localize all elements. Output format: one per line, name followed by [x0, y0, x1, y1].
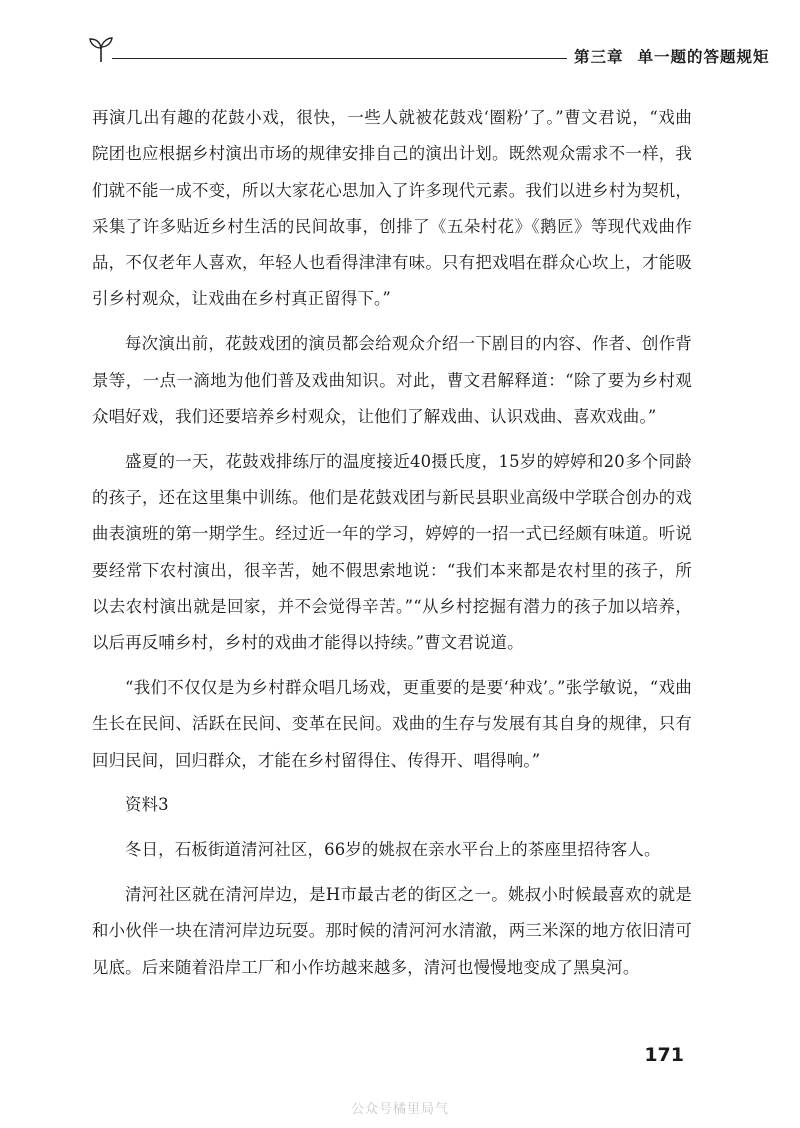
paragraph: 再演几出有趣的花鼓小戏，很快，一些人就被花鼓戏‘圈粉’了。”曹文君说，“戏曲院团也应根据乡村演出市场的规律安排自己的演出计划。既然观众需求不一样，我们就不能一成不变，所以大家花心思加入了许多现代元素。我们以进乡村为契机，采集了许多贴近乡村生活的民间故事，创排了《五朵村花》《鹅匠》等现代戏曲作品，不仅老年人喜欢，年轻人也看得津津有味。只有把戏唱在群众心坎上，才能吸引乡村观众，让戏曲在乡村真正留得下。” — [92, 108, 692, 309]
paragraph: “我们不仅仅是为乡村群众唱几场戏，更重要的是要‘种戏’。”张学敏说，“戏曲生长在民间、活跃在民间、变革在民间。戏曲的生存与发展有其自身的规律，只有回归民间，回归群众，才能在乡村留得住、传得开、唱得响。” — [92, 677, 692, 770]
header-rule — [112, 58, 567, 59]
paragraph: 冬日，石板街道清河社区，66岁的姚叔在亲水平台上的茶座里招待客人。 — [125, 840, 661, 860]
chapter-number: 第三章 — [574, 48, 624, 66]
watermark: 公众号橘里局气 — [350, 1102, 449, 1117]
chapter-heading — [574, 45, 784, 67]
chapter-title: 单一题的答题规矩 — [637, 48, 770, 66]
section-label: 资料3 — [125, 795, 169, 815]
paragraph: 清河社区就在清河岸边，是H市最古老的街区之一。姚叔小时候最喜欢的就是和小伙伴一块在清河岸边玩耍。那时候的清河河水清澈，两三米深的地方依旧清可见底。后来随着沿岸工厂和小作坊越来越多，清河也慢慢地变成了黑臭河。 — [92, 884, 692, 977]
page-number: 171 — [644, 1044, 684, 1066]
running-header — [88, 34, 770, 68]
paragraph: 每次演出前，花鼓戏团的演员都会给观众介绍一下剧目的内容、作者、创作背景等，一点一滴地为他们普及戏曲知识。对此，曹文君解释道：“除了要为乡村观众唱好戏，我们还要培养乡村观众，让他们了解戏曲、认识戏曲、喜欢戏曲。” — [92, 334, 692, 426]
paragraph: 盛夏的一天，花鼓戏排练厅的温度接近40摄氏度，15岁的婷婷和20多个同龄的孩子，还在这里集中训练。他们是花鼓戏团与新民县职业高级中学联合创办的戏曲表演班的第一期学生。经过近一年的学习，婷婷的一招一式已经颇有味道。听说要经常下农村演出，很辛苦，她不假思索地说：“我们本来都是农村里的孩子，所以去农村演出就是回家，并不会觉得辛苦。”“从乡村挖掘有潜力的孩子加以培养，以后再反哺乡村，乡村的戏曲才能得以持续。”曹文君说道。 — [92, 451, 692, 653]
body-text — [92, 100, 692, 994]
sprout-icon — [88, 34, 114, 64]
